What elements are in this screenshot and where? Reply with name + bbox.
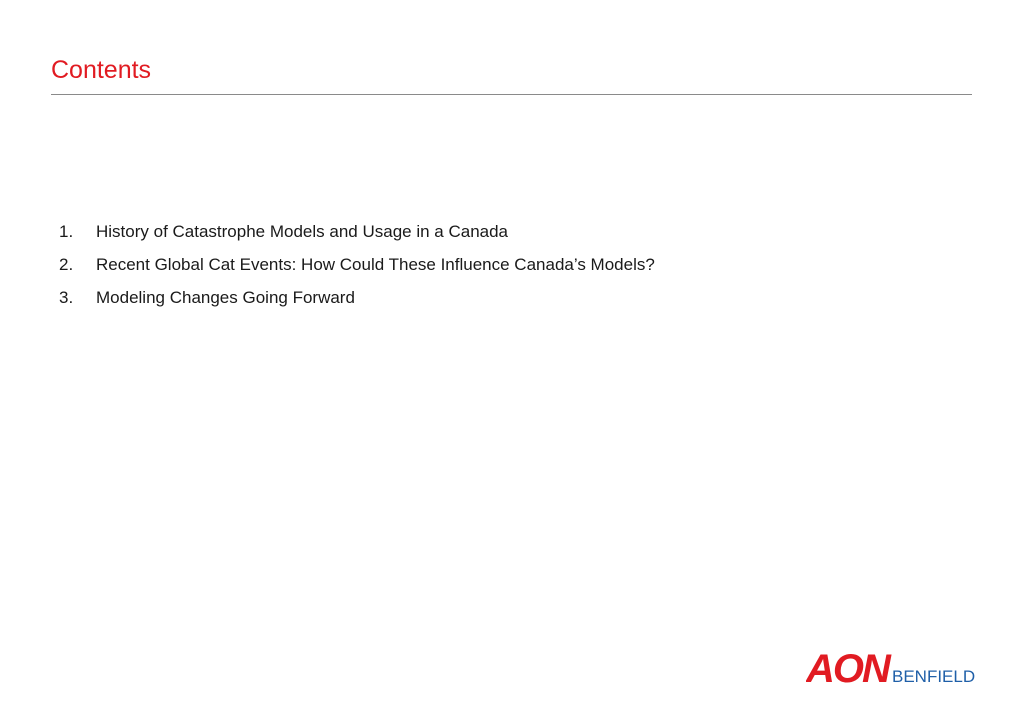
contents-item <box>59 222 655 255</box>
item-number: 1. <box>59 222 74 241</box>
logo-sub: BENFIELD <box>892 667 976 686</box>
contents-item <box>59 255 655 288</box>
logo-brand: AON <box>806 647 889 686</box>
aon-benfield-logo <box>806 646 976 686</box>
item-text: Recent Global Cat Events: How Could These Influence Canada’s Models? <box>96 255 655 274</box>
item-number: 3. <box>59 288 74 307</box>
contents-item <box>59 288 655 321</box>
item-text: Modeling Changes Going Forward <box>96 288 355 307</box>
item-text: History of Catastrophe Models and Usage in a Canada <box>96 222 509 241</box>
title-divider <box>51 94 972 95</box>
item-number: 2. <box>59 255 74 274</box>
slide-title: Contents <box>51 56 152 84</box>
contents-list <box>59 222 655 321</box>
